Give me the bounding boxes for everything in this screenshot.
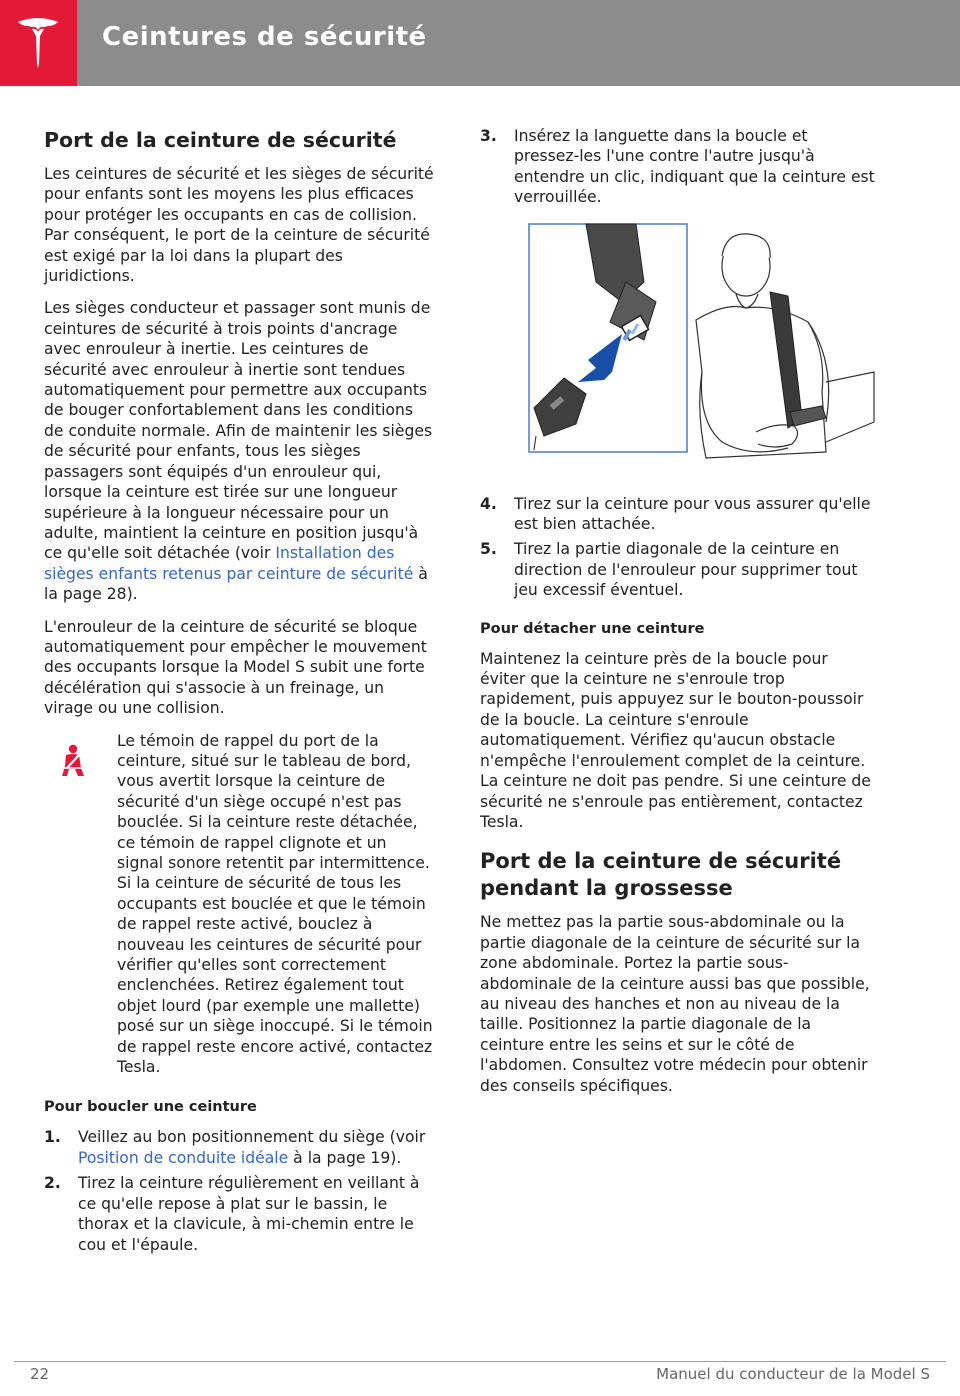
pregnancy-paragraph: Ne mettez pas la partie sous-abdominale ou la partie diagonale de la ceinture de sécurité sur la zone abdominale. Portez la partie sous-abdominale de la ceinture aussi bas que possible, au niveau des hanches et non au niveau de la taille. Positionnez la partie diagonale de la ceinture entre les seins et sur le côté de l'abdomen. Consultez votre médecin pour obtenir des conseils spécifiques. xyxy=(480,913,870,1095)
step-3-text: Insérez la languette dans la boucle et pressez-les l'une contre l'autre jusqu'à entendre un clic, indiquant que la ceinture est verrouillée. xyxy=(514,127,875,207)
step-1-suffix: à la page 19). xyxy=(288,1148,402,1167)
step-number: 2. xyxy=(44,1174,61,1193)
buckle-diagram-image xyxy=(526,222,876,484)
step-1-text: Veillez au bon positionnement du siège (voir xyxy=(78,1128,426,1147)
retractor-suffix: à la page 28). xyxy=(44,564,428,604)
step-2-text: Tirez la ceinture régulièrement en veillant à ce qu'elle repose à plat sur le bassin, le thorax et la clavicule, à mi-chemin entre le cou et l'épaule. xyxy=(78,1174,420,1254)
page-title: Ceintures de sécurité xyxy=(102,22,427,52)
retractor-text: Les sièges conducteur et passager sont munis de ceintures de sécurité à trois points d'ancrage avec enrouleur à inertie. Les ceintures de sécurité avec enrouleur à inertie sont tendues automatiquement pour permettre aux occupants de bouger confortablement dans les conditions de conduite normale. Afin de maintenir les sièges de sécurité pour enfants, tous les sièges passagers sont équipés d'un enrouleur qui, lorsque la ceinture est tirée sur une longueur supérieure à la longueur nécessaire pour un adulte, maintient la ceinture en position jusqu'à ce qu'elle soit détachée (voir xyxy=(44,299,433,563)
lock-paragraph: L'enrouleur de la ceinture de sécurité se bloque automatiquement pour empêcher le mouvement des occupants lorsque la Model S subit une forte décélération qui s'associe à un freinage, un virage ou une collision. xyxy=(44,617,427,718)
buckle-steps xyxy=(44,1127,436,1254)
step-4 xyxy=(480,494,876,535)
page-header xyxy=(0,0,960,86)
step-number: 1. xyxy=(44,1128,61,1147)
step-number: 5. xyxy=(480,540,497,559)
buckle-steps-continued xyxy=(480,126,876,208)
step-4-text: Tirez sur la ceinture pour vous assurer qu'elle est bien attachée. xyxy=(514,494,871,534)
seatbelt-illustration xyxy=(526,222,876,484)
retractor-paragraph xyxy=(44,298,436,604)
step-5 xyxy=(480,539,876,600)
left-column xyxy=(44,126,436,1267)
buckle-steps-end xyxy=(480,494,876,601)
section-title-pregnancy: Port de la ceinture de sécurité pendant la grossesse xyxy=(480,849,842,901)
step-number: 3. xyxy=(480,127,497,145)
note-text: Le témoin de rappel du port de la ceinture, situé sur le tableau de bord, vous avertit lorsque la ceinture de sécurité d'un siège occupé n'est pas bouclée. Si la ceinture reste détachée, ce témoin de rappel clignote et un signal sonore retentit par intermittence. Si la ceinture de sécurité de tous les occupants est bouclée et que le témoin de rappel reste activé, bouclez à nouveau les ceintures de sécurité pour vérifier qu'elles sont correctement enclenchées. Retirez également tout objet lourd (par exemple une mallette) posé sur un siège inoccupé. Si le témoin de rappel reste encore activé, contactez Tesla. xyxy=(117,731,433,1077)
step-2 xyxy=(44,1173,436,1255)
step-3 xyxy=(480,126,876,208)
unbuckle-paragraph: Maintenez la ceinture près de la boucle pour éviter que la ceinture ne s'enroule trop rapidement, puis appuyez sur le bouton-poussoir de la boucle. La ceinture s'enroule automatiquement. Vérifiez qu'aucun obstacle n'empêche l'enroulement complet de la ceinture. La ceinture ne doit pas pendre. Si une ceinture de sécurité ne s'enroule pas entièrement, contactez Tesla. xyxy=(480,649,871,831)
page-number: 22 xyxy=(30,1365,50,1383)
step-number: 4. xyxy=(480,494,497,513)
child-seat-link[interactable]: Installation des sièges enfants retenus par ceinture de sécurité xyxy=(44,544,414,583)
tesla-logo xyxy=(0,0,77,86)
step-1 xyxy=(44,1127,436,1168)
right-column xyxy=(480,126,876,1108)
section-title-seatbelt: Port de la ceinture de sécurité xyxy=(44,128,397,152)
step-5-text: Tirez la partie diagonale de la ceinture en direction de l'enrouleur pour supprimer tout jeu excessif éventuel. xyxy=(514,540,858,600)
seatbelt-reminder-note xyxy=(44,731,436,1078)
seatbelt-warning-icon xyxy=(58,744,90,778)
driving-position-link[interactable]: Position de conduite idéale xyxy=(78,1148,289,1167)
manual-title: Manuel du conducteur de la Model S xyxy=(656,1365,930,1383)
tesla-logo-icon xyxy=(14,16,62,70)
buckle-title: Pour boucler une ceinture xyxy=(44,1099,257,1116)
intro-paragraph: Les ceintures de sécurité et les sièges de sécurité pour enfants sont les moyens les plus efficaces pour protéger les occupants en cas de collision. Par conséquent, le port de la ceinture de sécurité est exigé par la loi dans la plupart des juridictions. xyxy=(44,165,434,286)
footer-divider xyxy=(14,1361,946,1362)
unbuckle-title: Pour détacher une ceinture xyxy=(480,620,705,637)
